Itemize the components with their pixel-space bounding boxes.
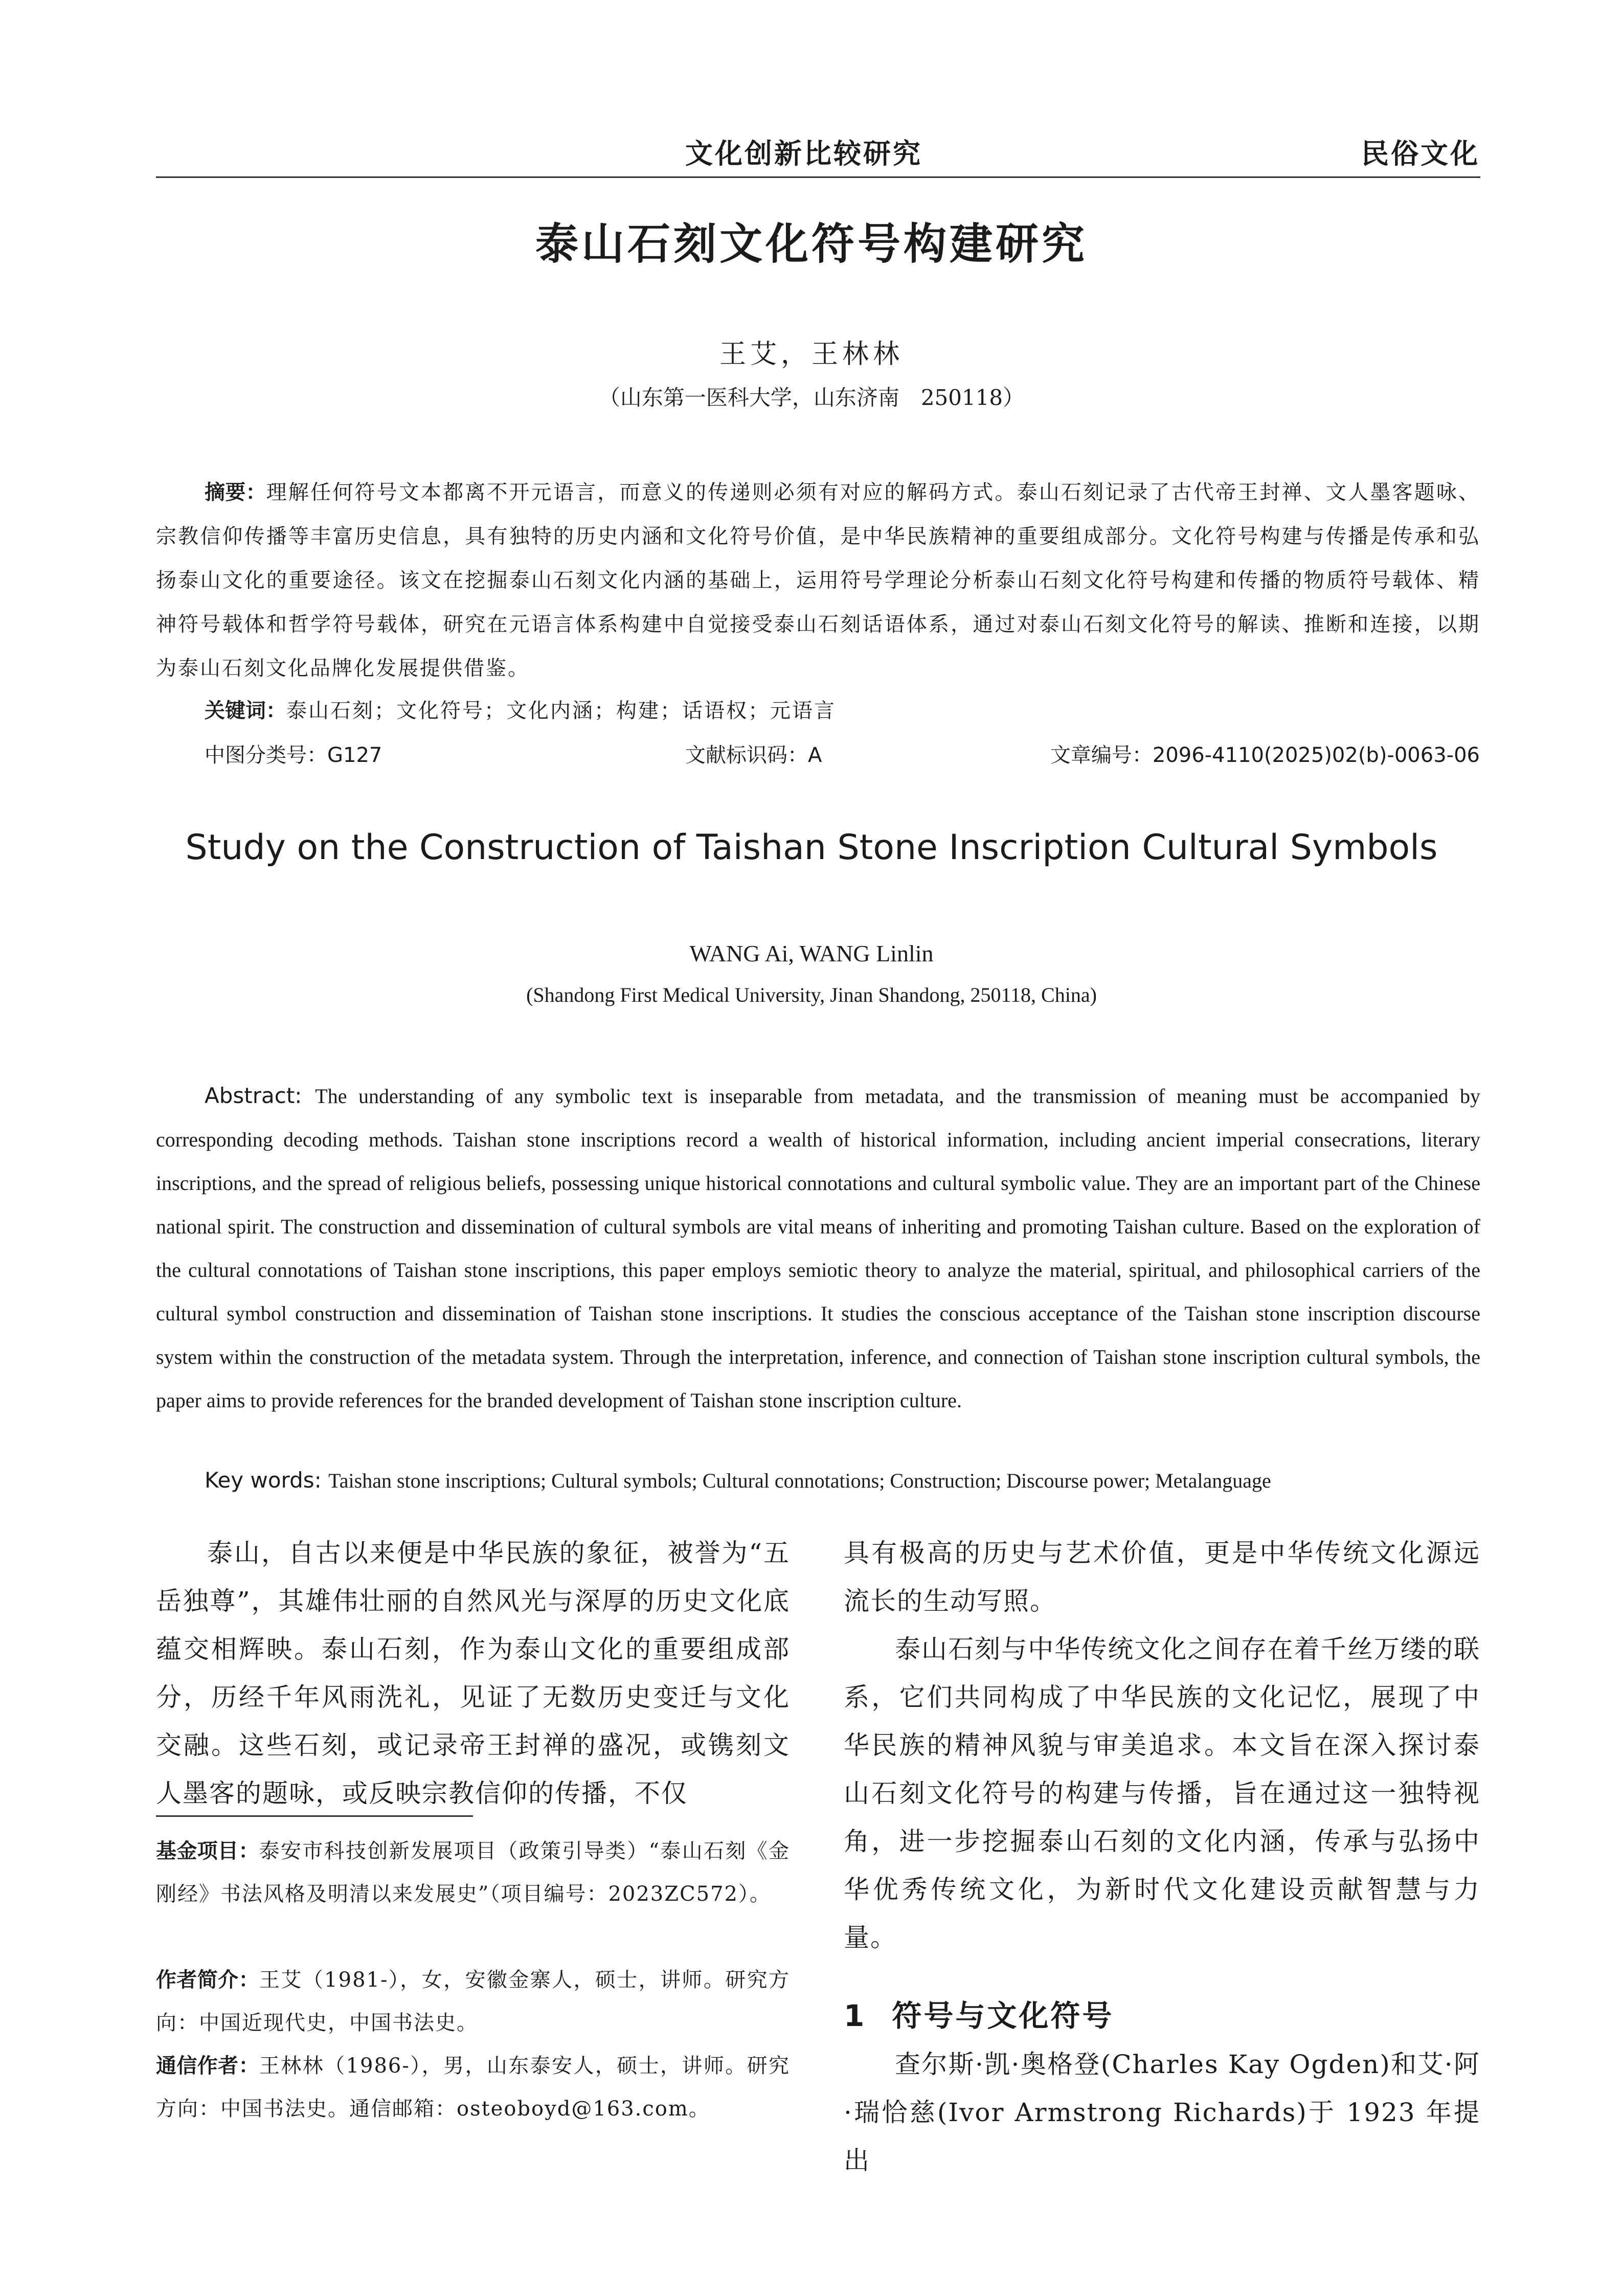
section-heading — [844, 1992, 1114, 2035]
authors-en: WANG Ai, WANG Linlin — [689, 940, 934, 966]
journal-name: 文化创新比较研究 — [685, 138, 922, 170]
footnote-author — [156, 1959, 790, 2044]
clc-number — [205, 739, 382, 768]
abstract-en — [156, 1074, 1480, 1422]
body-left-column — [156, 1529, 790, 1817]
abstract-en-label: Abstract: — [205, 1083, 315, 1108]
section-body — [844, 2040, 1480, 2185]
abstract-cn-text: 理解任何符号文本都离不开元语言，而意义的传递则必须有对应的解码方式。泰山石刻记录了古代帝王封禅、文人墨客题咏、宗教信仰传播等丰富历史信息，具有独特的历史内涵和文化符号价值，是中华民族精神的重要组成部分。文化符号构建与传播是传承和弘扬泰山文化的重要途径。该文在挖掘泰山石刻文化内涵的基础上，运用符号学理论分析泰山石刻文化符号构建和传播的物质符号载体、精神符号载体和哲学符号载体，研究在元语言体系构建中自觉接受泰山石刻话语体系，通过对泰山石刻文化符号的解读、推断和连接，以期为泰山石刻文化品牌化发展提供借鉴。 — [156, 481, 1481, 680]
body-paragraph: 查尔斯·凯·奥格登(Charles Kay Ogden)和艾·阿·瑞恰慈(Ivor Armstrong Richards)于 1923 年提出 — [844, 2050, 1480, 2175]
doc-code-value: A — [808, 744, 822, 767]
footnote-rule — [156, 1815, 473, 1817]
section-name: 民俗文化 — [1361, 138, 1480, 170]
section-title: 符号与文化符号 — [892, 1998, 1114, 2033]
clc-value: G127 — [327, 744, 382, 767]
abstract-cn-label: 摘要： — [205, 481, 266, 504]
footnote-fund — [156, 1830, 790, 1916]
footnote-corresponding — [156, 2044, 790, 2130]
author-bio-text: 王艾（1981-），女，安徽金寨人，硕士，讲师。研究方向：中国近现代史，中国书法史。 — [156, 1968, 791, 2035]
article-no-value: 2096-4110(2025)02(b)-0063-06 — [1152, 744, 1480, 767]
keywords-cn-text: 泰山石刻；文化符号；文化内涵；构建；话语权；元语言 — [286, 699, 836, 723]
doc-code-label: 文献标识码： — [685, 744, 808, 767]
section-number: 1 — [844, 1998, 867, 2033]
body-paragraph: 泰山，自古以来便是中华民族的象征，被誉为“五岳独尊”，其雄伟壮丽的自然风光与深厚的历史文化底蕴交相辉映。泰山石刻，作为泰山文化的重要组成部分，历经千年风雨洗礼，见证了无数历史变迁与文化交融。这些石刻，或记录帝王封禅的盛况，或镌刻文人墨客的题咏，或反映宗教信仰的传播，不仅 — [156, 1538, 790, 1808]
affiliation-cn: （山东第一医科大学，山东济南 250118） — [598, 385, 1025, 410]
keywords-cn — [205, 694, 836, 724]
keywords-en-text: Taishan stone inscriptions; Cultural symbols; Cultural connotations; Construction; Discourse power; Metalanguage — [328, 1469, 1271, 1492]
keywords-en — [205, 1468, 1271, 1493]
affiliation-en: (Shandong First Medical University, Jinan Shandong, 250118, China) — [526, 983, 1097, 1006]
article-no-label: 文章编号： — [1050, 744, 1153, 767]
keywords-cn-label: 关键词： — [205, 699, 286, 723]
clc-label: 中图分类号： — [205, 744, 327, 767]
corresponding-text: 王林林（1986-），男，山东泰安人，硕士，讲师。研究方向：中国书法史。通信邮箱：osteoboyd@163.com。 — [156, 2054, 791, 2121]
fund-text: 泰安市科技创新发展项目（政策引导类）“泰山石刻《金刚经》书法风格及明清以来发展史”（项目编号：2023ZC572）。 — [156, 1839, 791, 1906]
abstract-cn — [156, 470, 1480, 690]
author-bio-label: 作者简介： — [156, 1968, 259, 1992]
document-code — [685, 739, 822, 768]
article-number — [1050, 739, 1480, 768]
fund-label: 基金项目： — [156, 1839, 259, 1863]
corresponding-label: 通信作者： — [156, 2054, 259, 2078]
header-rule — [156, 176, 1480, 178]
abstract-en-text: The understanding of any symbolic text is inseparable from metadata, and the transmission of meaning must be accompanied by corresponding decoding methods. Taishan stone inscriptions record a wealth of historical information, including ancient imperial consecrations, literary inscriptions, and the spread of religious beliefs, possessing unique historical connotations and cultural symbolic value. They are an important part of the Chinese national spirit. The construction and dissemination of cultural symbols are vital means of inheriting and promoting Taishan culture. Based on the exploration of the cultural connotations of Taishan stone inscriptions, this paper employs semiotic theory to analyze the material, spiritual, and philosophical carriers of the cultural symbol construction and dissemination of Taishan stone inscriptions. It studies the conscious acceptance of the Taishan stone inscription discourse system within the construction of the metadata system. Through the interpretation, inference, and connection of Taishan stone inscription cultural symbols, the paper aims to provide references for the branded development of Taishan stone inscription culture. — [156, 1085, 1480, 1412]
body-paragraph: 具有极高的历史与艺术价值，更是中华传统文化源远流长的生动写照。 — [844, 1538, 1480, 1616]
body-paragraph: 泰山石刻与中华传统文化之间存在着千丝万缕的联系，它们共同构成了中华民族的文化记忆，展现了中华民族的精神风貌与审美追求。本文旨在深入探讨泰山石刻文化符号的构建与传播，旨在通过这一独特视角，进一步挖掘泰山石刻的文化内涵，传承与弘扬中华优秀传统文化，为新时代文化建设贡献智慧与力量。 — [844, 1634, 1480, 1952]
keywords-en-label: Key words: — [205, 1468, 329, 1493]
title-en: Study on the Construction of Taishan Stone Inscription Cultural Symbols — [185, 827, 1438, 868]
authors-cn: 王艾，王林林 — [719, 339, 904, 370]
body-right-column — [844, 1529, 1480, 1962]
title-cn: 泰山石刻文化符号构建研究 — [535, 219, 1088, 269]
